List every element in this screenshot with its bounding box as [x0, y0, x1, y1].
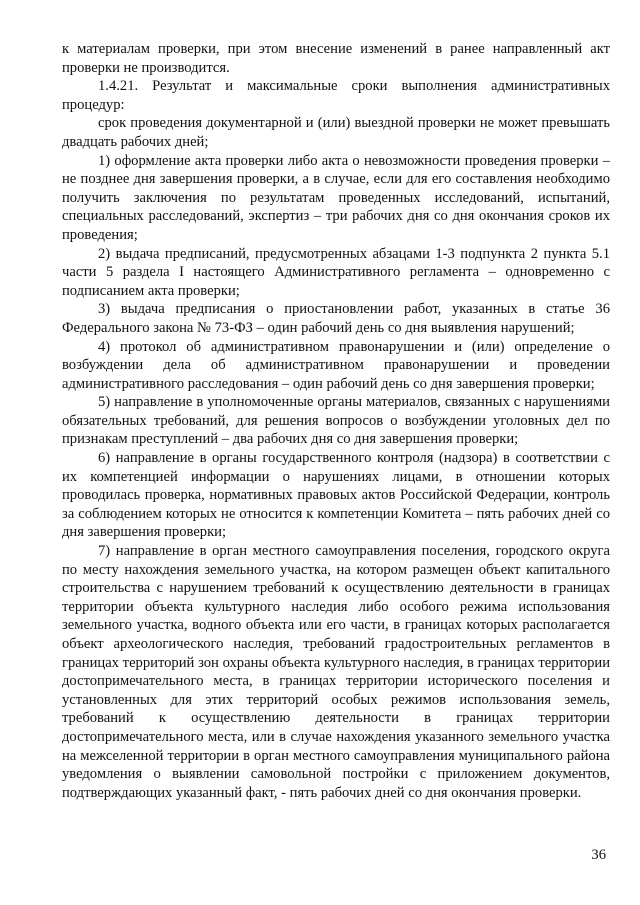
paragraph-continuation: к материалам проверки, при этом внесение изменений в ранее направленный акт проверки не производится.	[62, 41, 610, 76]
paragraph-item-6: 6) направление в органы государственного контроля (надзора) в соответствии с их компетенцией информации о нарушениях лицами, в отношении которых проводилась проверка, нормативных правовых актов Российской Федерации, контроль за соблюдением которых не относится к компетенции Комитета – пять рабочих дней со дня завершения проверки;	[62, 450, 610, 541]
paragraph-section-heading: 1.4.21. Результат и максимальные сроки выполнения административных процедур:	[62, 78, 610, 113]
paragraph-item-2: 2) выдача предписаний, предусмотренных абзацами 1-3 подпункта 2 пункта 5.1 части 5 раздела I настоящего Административного регламента – одновременно с подписанием акта проверки;	[62, 245, 610, 299]
paragraph-item-4: 4) протокол об административном правонарушении и (или) определение о возбуждении дела об административном правонарушении и проведении административного расследования – один рабочий день со дня завершения проверки;	[62, 338, 610, 392]
paragraph-item-1: 1) оформление акта проверки либо акта о невозможности проведения проверки – не позднее дня завершения проверки, а в случае, если для его составления необходимо получить заключения по результатам проведенных исследований, испытаний, специальных расследований, экспертиз – три рабочих дня со дня окончания сроков их проведения;	[62, 152, 610, 243]
paragraph-item-3: 3) выдача предписания о приостановлении работ, указанных в статье 36 Федерального закона № 73-ФЗ – один рабочий день со дня выявления нарушений;	[62, 301, 610, 336]
paragraph-inspection-term: срок проведения документарной и (или) выездной проверки не может превышать двадцать рабочих дней;	[62, 115, 610, 150]
paragraph-item-7: 7) направление в орган местного самоуправления поселения, городского округа по месту нахождения земельного участка, на котором размещен объект капитального строительства с нарушением требований к осуществлению деятельности в границах территории объекта культурного наследия либо особого режима использования земельного участка, водного объекта или его части, в границах которых располагается объект археологического наследия, требований градостроительных регламентов в границах территорий зон охраны объекта культурного наследия, в границах территории достопримечательного места, в границах территории исторического поселения и установленных для этих территорий особых режимов использования земель, требований к осуществлению деятельности в границах территории достопримечательного места, или в случае нахождения указанного земельного участка на межселенной территории в орган местного самоуправления муниципального района уведомления о выявлении самовольной постройки с приложением документов, подтверждающих указанный факт, - пять рабочих дней со дня окончания проверки.	[62, 543, 610, 801]
document-page	[62, 40, 610, 802]
page-number: 36	[591, 847, 606, 863]
paragraph-item-5: 5) направление в уполномоченные органы материалов, связанных с нарушениями обязательных требований, для решения вопросов о возбуждении уголовных дел по признакам преступлений – два рабочих дня со дня завершения проверки;	[62, 394, 610, 448]
